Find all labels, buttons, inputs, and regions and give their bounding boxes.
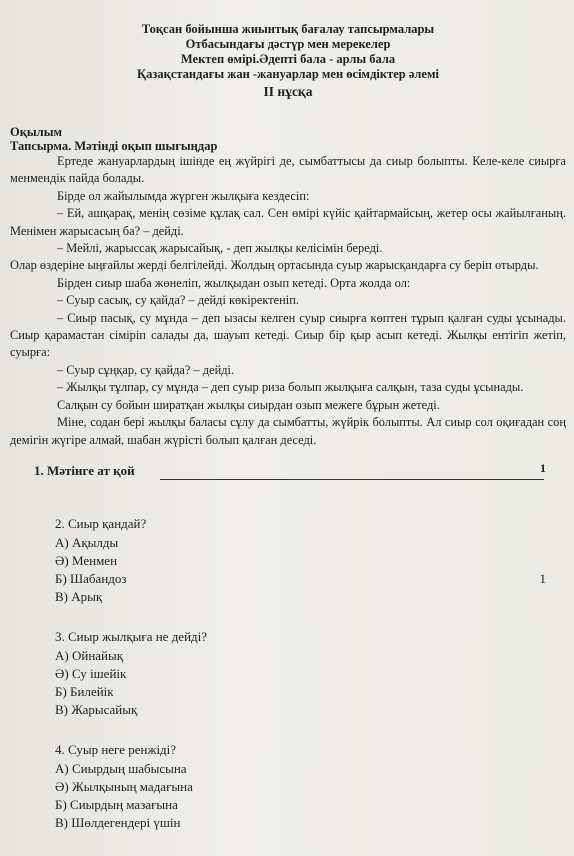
- story-paragraph: Ертеде жануарлардың ішінде ең жүйрігі де, сымбаттысы да сиыр болыпты. Келе-келе сиырға менмендік пайда болады.: [10, 154, 566, 186]
- answer-option[interactable]: Ә) Жылқының мадағына: [55, 778, 193, 794]
- variant-label: II нұсқа: [263, 84, 313, 99]
- header-line-3: Мектеп өмірі.Әдепті бала - арлы бала: [180, 52, 396, 66]
- answer-option[interactable]: Б) Шабандоз: [55, 570, 127, 586]
- answer-option[interactable]: Б) Билейік: [55, 683, 114, 699]
- answer-option[interactable]: Ә) Менмен: [55, 552, 118, 568]
- question-4: [10, 741, 566, 832]
- answer-line[interactable]: [160, 479, 544, 480]
- question-title: 2. Сиыр қандай?: [55, 515, 147, 531]
- questions-list: [10, 515, 566, 832]
- answer-option[interactable]: Ә) Су ішейік: [55, 665, 127, 681]
- story-paragraph: Салқын су бойын ширатқан жылқы сиырдан озып межеге бұрын жетеді.: [57, 397, 440, 412]
- header-line-4: Қазақстандағы жан -жануарлар мен өсімдіктер әлемі: [137, 67, 439, 81]
- header-line-2: Отбасындағы дәстүр мен мерекелер: [185, 37, 391, 51]
- story-paragraph: Бірден сиыр шаба жөнеліп, жылқыдан озып кетеді. Орта жолда ол:: [57, 275, 411, 290]
- worksheet-header: [10, 22, 566, 99]
- header-line-1: Тоқсан бойынша жиынтық бағалау тапсырмалары: [141, 22, 435, 36]
- question-title: 4. Суыр неге ренжіді?: [55, 741, 177, 757]
- answer-option[interactable]: А) Ойнайық: [55, 647, 124, 663]
- story-paragraph: – Сиыр пасық, су мұнда – деп ызасы келген суыр сиырға көптен тұрып қалған суды ұсынады. Сиыр қарамастан сіміріп салады да, шауып кетеді. Сиыр бір қыр асып кетеді. Жылқы ентігіп жетіп, суырға:: [10, 310, 566, 360]
- story-paragraph: Бірде ол жайылымда жүрген жылқыға кездесіп:: [57, 188, 310, 203]
- answer-option[interactable]: Б) Сиырдың мазағына: [55, 796, 178, 812]
- answer-option[interactable]: А) Сиырдың шабысына: [55, 760, 187, 776]
- story-paragraph: Олар өздеріне ыңғайлы жерді белгілейді. Жолдың ортасында суыр жарысқандарға су беріп отырды.: [10, 258, 539, 273]
- answer-option[interactable]: А) Ақылды: [55, 534, 119, 550]
- question-1-label: 1. Мәтінге ат қой: [34, 462, 135, 478]
- story-paragraph: – Мейлі, жарыссақ жарысайық, - деп жылқы келісімін береді.: [57, 241, 383, 256]
- story-paragraph: Міне, содан бері жылқы баласы сұлу да сымбатты, жүйрік болыпты. Ал сиыр сол оқиғадан соң демігін жүгіре алмай, шабан жүрісті болып қалған деседі.: [10, 415, 566, 447]
- section-title: Оқылым: [10, 125, 62, 139]
- question-2: [10, 515, 566, 606]
- answer-option[interactable]: В) Шөлдегендері үшін: [55, 814, 181, 830]
- question-1-score: 1: [540, 460, 546, 475]
- story-paragraph: – Суыр сасық, су қайда? – дейді көкіректеніп.: [57, 293, 299, 308]
- story-paragraph: – Ей, ашқарақ, менің сөзіме құлақ сал. Сен өмірі күйіс қайтармайсың, жетер осы жайылғаның. Менімен жарысасың ба? – дейді.: [10, 206, 566, 238]
- question-title: 3. Сиыр жылқыға не дейді?: [55, 628, 208, 644]
- story-paragraph: – Жылқы тұлпар, су мұнда – деп суыр риза болып жылқыға салқын, таза суды ұсынады.: [57, 380, 524, 395]
- task-title: Тапсырма. Мәтінді оқып шығыңдар: [10, 139, 218, 153]
- question-2-score: 1: [539, 571, 546, 586]
- answer-option[interactable]: В) Жарысайық: [55, 701, 138, 717]
- question-1: [10, 460, 566, 493]
- story-text: [10, 153, 566, 449]
- story-paragraph: – Суыр сұңқар, су қайда? – дейді.: [57, 362, 235, 377]
- answer-option[interactable]: В) Арық: [55, 588, 103, 604]
- question-3: [10, 628, 566, 719]
